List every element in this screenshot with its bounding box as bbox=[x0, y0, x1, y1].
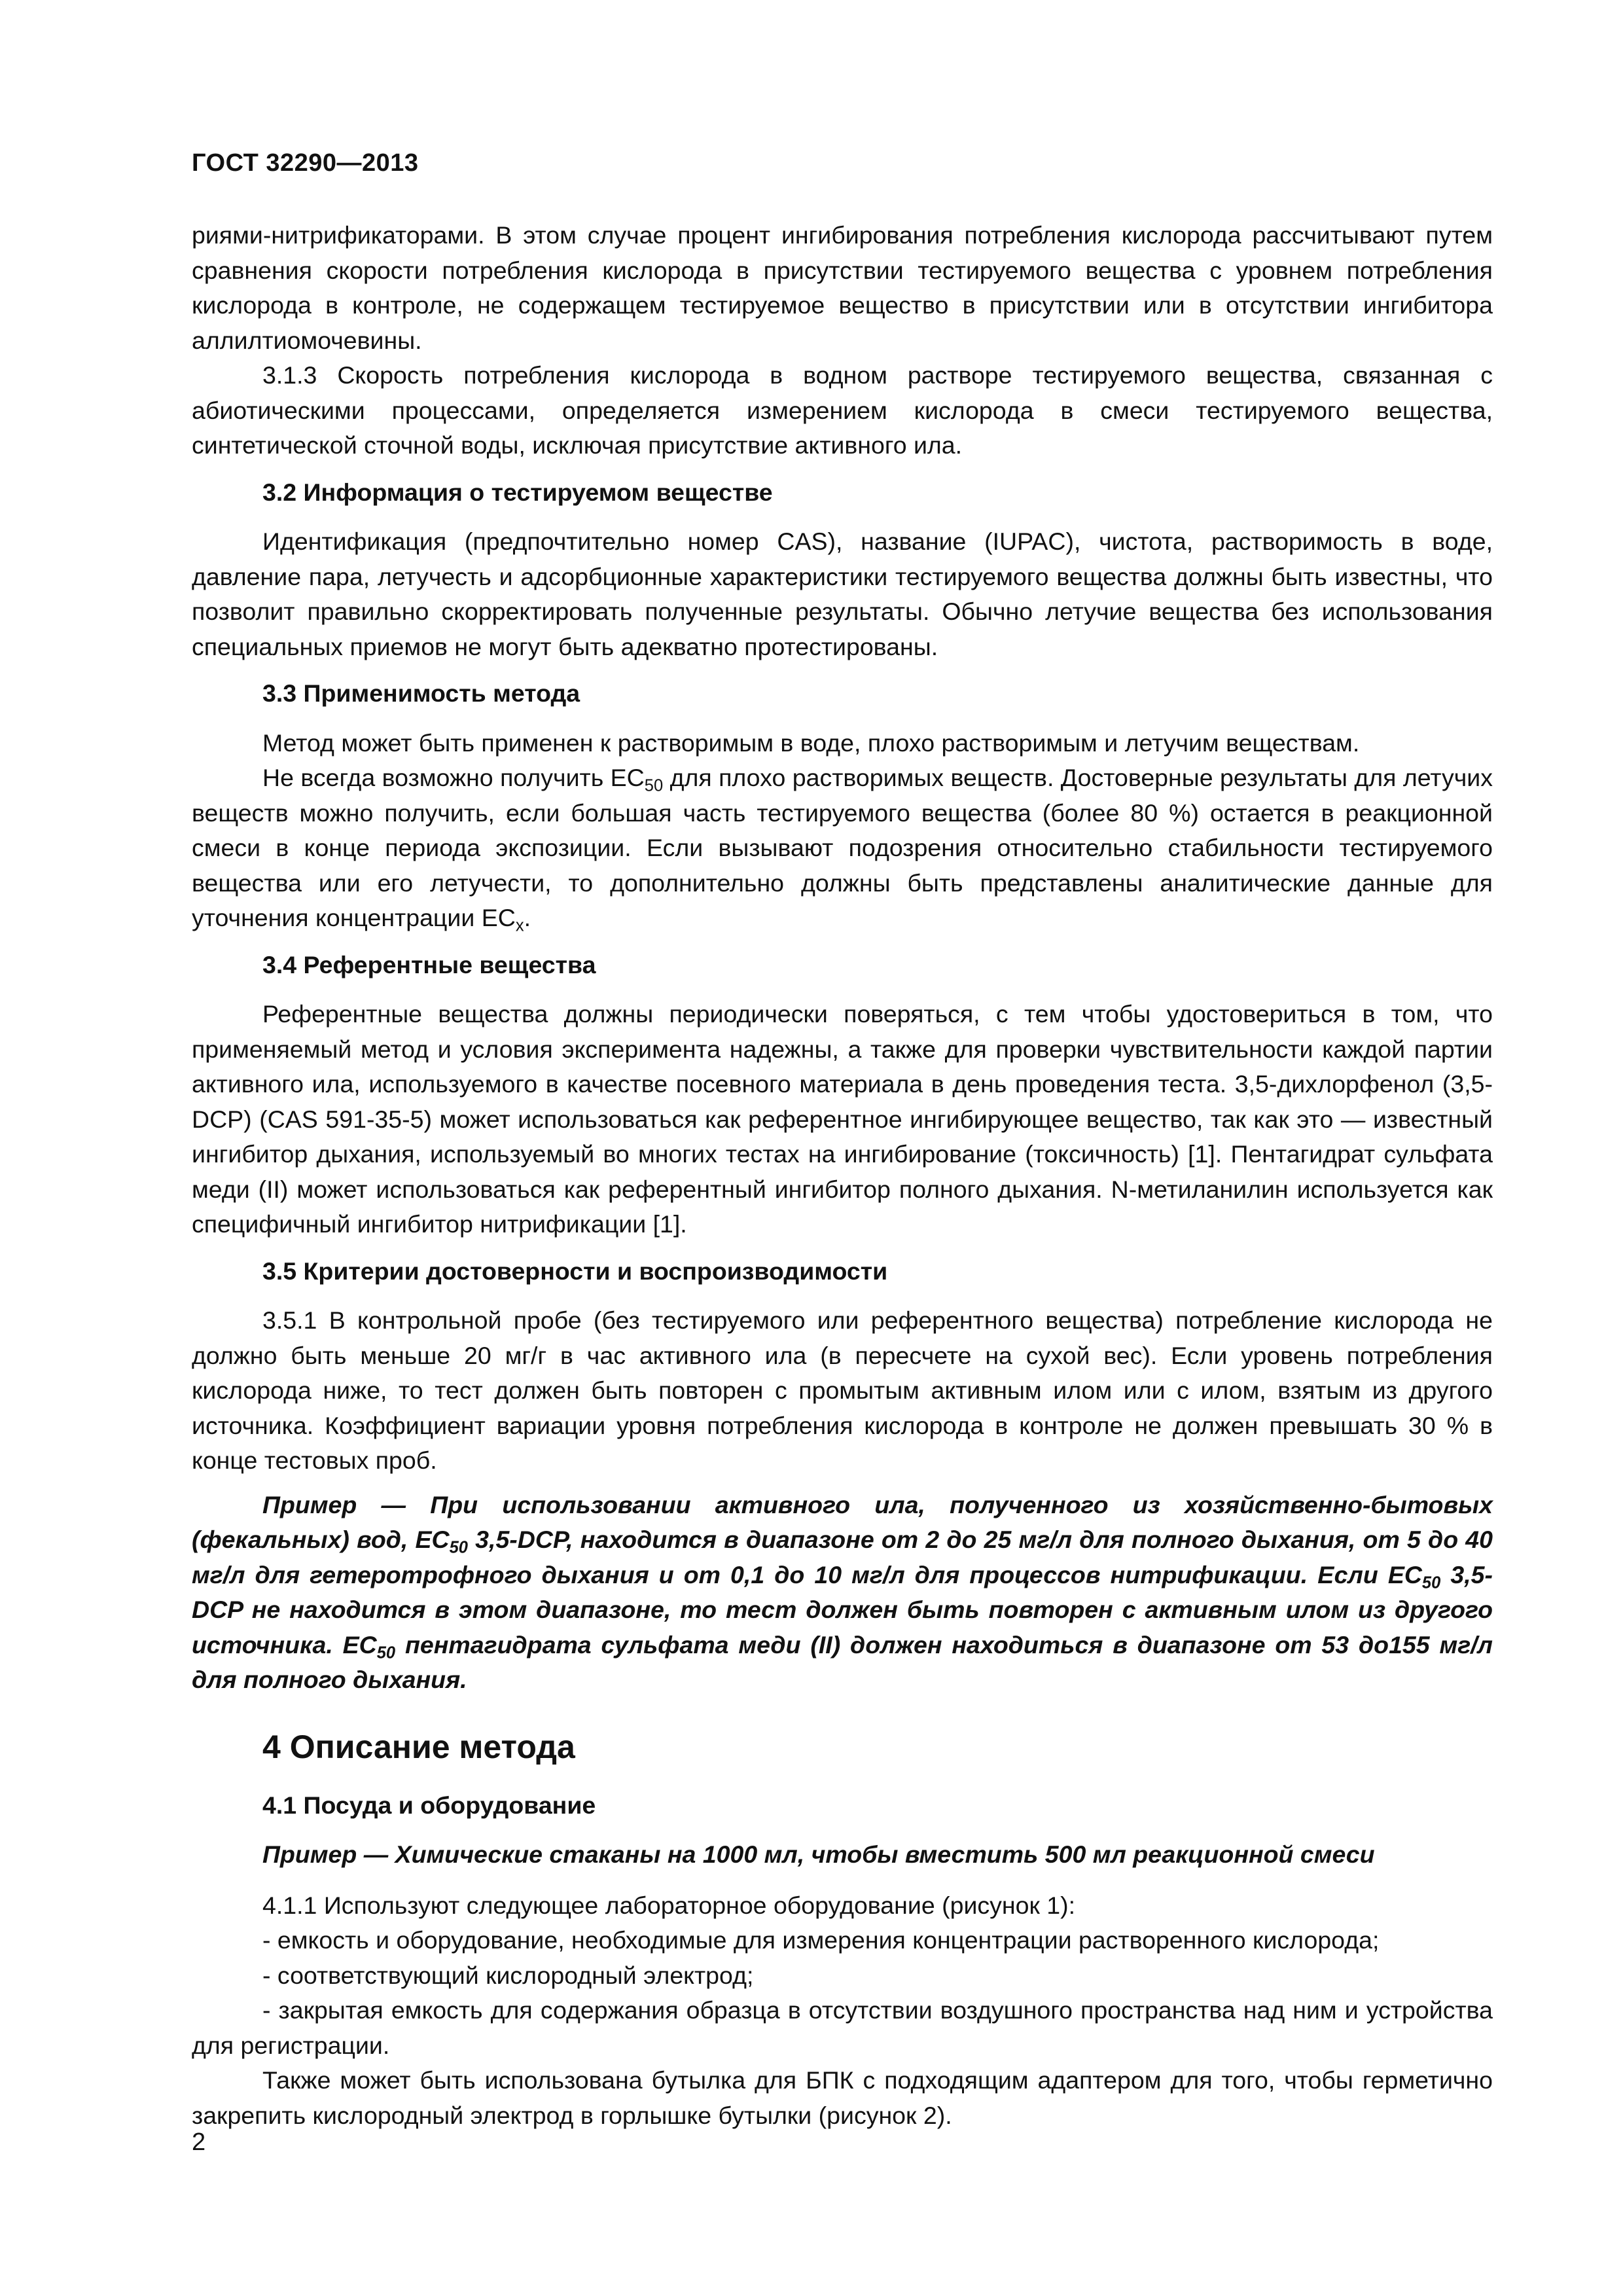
section-3-4-text: Референтные вещества должны периодически поверяться, с тем чтобы удостовериться в том, что применяемый метод и условия эксперимента надежны, а также для проверки чувствительности каждой партии активного ила, используемого в качестве посевного материала в день проведения теста. 3,5-дихлорфенол (3,5-DCP) (CAS 591-35-5) может использоваться как референтное ингибирующее вещество, так как это — известный ингибитор дыхания, используемый во многих тестах на ингибирование (токсичность) [1]. Пентагидрат сульфата меди (II) может использоваться как референтный ингибитор полного дыхания. N-метиланилин используется как специфичный ингибитор нитрификации [1]. bbox=[192, 1000, 1493, 1238]
document-body bbox=[192, 218, 1493, 2133]
section-3-2-heading: 3.2 Информация о тестируемом веществе bbox=[262, 478, 773, 506]
section-3-5-1-text: 3.5.1 В контрольной пробе (без тестируемого или референтного вещества) потребление кислорода не должно быть меньше 20 мг/г в час активного ила (в пересчете на сухой вес). Если уровень потребления кислорода ниже, то тест должен быть повторен с промытым активным илом или с илом, взятым из другого источника. Коэффициент вариации уровня потребления кислорода в контроле не должен превышать 30 % в конце тестовых проб. bbox=[192, 1306, 1493, 1474]
page-number: 2 bbox=[192, 2128, 206, 2156]
equipment-list bbox=[192, 1923, 1493, 2063]
section-4-1-example: Пример — Химические стаканы на 1000 мл, чтобы вместить 500 мл реакционной смеси bbox=[262, 1840, 1375, 1868]
section-3-5-example: Пример — При использовании активного ила, полученного из хозяйственно-бытовых (фекальных) вод, $EC_{50}$ 3,5-DCP, находится в диапазоне от 2 до 25 мг/л для полного дыхания, от 5 до 40 мг/л для гетеротрофного дыхания и от 0,1 до 10 мг/л для процессов нитрификации. Если $EC_{50}$ 3,5-DCP не находится в этом диапазоне, то тест должен быть повторен с активным илом из другого источника. $EC_{50}$ пентагидрата сульфата меди (II) должен находиться в диапазоне от 53 до155 мг/л для полного дыхания. bbox=[192, 1490, 1493, 1693]
section-3-3-heading: 3.3 Применимость метода bbox=[262, 679, 580, 707]
section-3-2-text: Идентификация (предпочтительно номер CAS), название (IUPAC), чистота, растворимость в воде, давление пара, летучесть и адсорбционные характеристики тестируемого вещества должны быть известны, что позволит правильно скорректировать полученные результаты. Обычно летучие вещества без использования специальных приемов не могут быть адекватно протестированы. bbox=[192, 528, 1493, 660]
paragraph-continuation: риями-нитрификаторами. В этом случае процент ингибирования потребления кислорода рассчитывают путем сравнения скорости потребления кислорода в присутствии тестируемого вещества с уровнем потребления кислорода в контроле, не содержащем тестируемое вещество в присутствии или в отсутствии ингибитора аллилтиомочевины. bbox=[192, 221, 1493, 354]
section-4-1-heading: 4.1 Посуда и оборудование bbox=[262, 1791, 596, 1819]
paragraph-bod-bottle: Также может быть использована бутылка для БПК с подходящим адаптером для того, чтобы герметично закрепить кислородный электрод в горлышке бутылки (рисунок 2). bbox=[192, 2066, 1493, 2129]
list-item: - емкость и оборудование, необходимые для измерения концентрации растворенного кислорода; bbox=[262, 1926, 1380, 1954]
list-item: - закрытая емкость для содержания образца в отсутствии воздушного пространства над ним и устройства для регистрации. bbox=[192, 1996, 1493, 2059]
section-3-3-p1: Метод может быть применен к растворимым в воде, плохо растворимым и летучим веществам. bbox=[262, 728, 1360, 757]
paragraph-4-1-1: 4.1.1 Используют следующее лабораторное оборудование (рисунок 1): bbox=[262, 1891, 1076, 1919]
section-3-4-heading: 3.4 Референтные вещества bbox=[262, 950, 596, 978]
section-3-3-p2: Не всегда возможно получить $EC_{50}$ для плохо растворимых веществ. Достоверные результаты для летучих веществ можно получить, если большая часть тестируемого вещества (более 80 %) остается в реакционной смеси в конце периода экспозиции. Если вызывают подозрения относительно стабильности тестируемого вещества или его летучести, то дополнительно должны быть представлены аналитические данные для уточнения концентрации $EC_x$. bbox=[192, 764, 1493, 935]
section-3-5-heading: 3.5 Критерии достоверности и воспроизводимости bbox=[262, 1257, 888, 1285]
section-4-heading: 4 Описание метода bbox=[262, 1728, 575, 1765]
document-header-code: ГОСТ 32290—2013 bbox=[192, 149, 419, 177]
paragraph-3-1-3: 3.1.3 Скорость потребления кислорода в водном растворе тестируемого вещества, связанная с абиотическими процессами, определяется измерением кислорода в смеси тестируемого вещества, синтетической сточной воды, исключая присутствие активного ила. bbox=[192, 361, 1493, 459]
list-item: - соответствующий кислородный электрод; bbox=[262, 1961, 754, 1989]
